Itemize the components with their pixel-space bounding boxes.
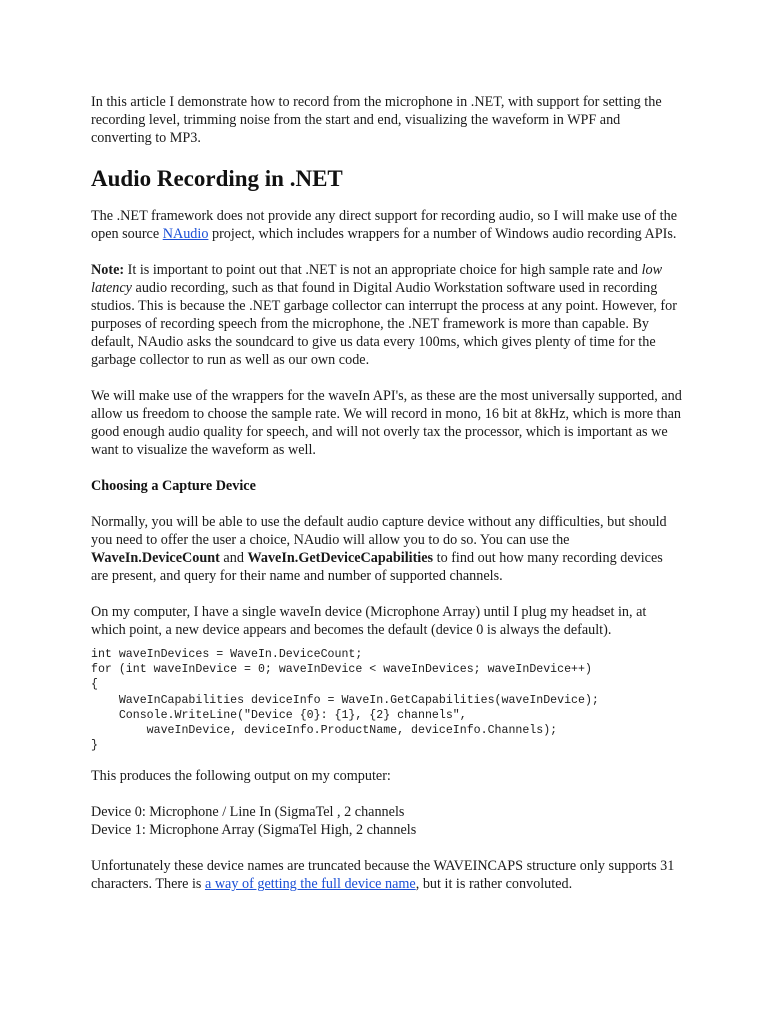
wavein-paragraph: We will make use of the wrappers for the waveIn API's, as these are the most universally supported, and allow us freedom to choose the sample rate. We will record in mono, 16 bit at 8kHz, which is more than good enough audio quality for speech, and will not overly tax the processor, which is important as we want to visualize the waveform as well.	[91, 388, 682, 458]
note-label: Note:	[91, 262, 125, 278]
note-text-2: audio recording, such as that found in Digital Audio Workstation software used in recording studios. This is because the .NET garbage collector can interrupt the process at any point. However, for purposes of recording speech from the microphone, the .NET framework is more than capable. By default, NAudio asks the soundcard to give us data every 100ms, which gives plenty of time for the garbage collector to run as well as our own code.	[91, 280, 677, 368]
output-intro: This produces the following output on my computer:	[91, 768, 391, 785]
truncation-text-2: , but it is rather convoluted.	[415, 876, 573, 893]
full-device-name-link[interactable]: a way of getting the full device name	[204, 876, 416, 893]
note-text-1: It is important to point out that .NET is not an appropriate choice for high sample rate and	[124, 262, 642, 278]
page-title: Audio Recording in .NET	[91, 166, 343, 191]
note-paragraph	[91, 261, 683, 369]
output-line-0: Device 0: Microphone / Line In (SigmaTel , 2 channels	[91, 804, 405, 821]
note-emphasis: low latency	[91, 262, 663, 296]
naudio-link[interactable]: NAudio	[162, 226, 209, 242]
computer-paragraph: On my computer, I have a single waveIn device (Microphone Array) until I plug my headset in, at which point, a new device appears and becomes the default (device 0 is always the default).	[91, 604, 647, 638]
capture-device-paragraph	[91, 513, 683, 585]
truncation-text-1: Unfortunately these device names are truncated because the WAVEINCAPS structure only supports 31 characters. There is	[91, 858, 675, 893]
framework-text-1: The .NET framework does not provide any direct support for recording audio, so I will make use of the open source	[91, 208, 677, 242]
intro-paragraph: In this article I demonstrate how to record from the microphone in .NET, with support for setting the recording level, trimming noise from the start and end, visualizing the waveform in WPF and converting to MP3.	[91, 94, 662, 146]
capture-text-2: to find out how many recording devices are present, and query for their name and number of supported channels.	[91, 550, 663, 584]
framework-text-2: project, which includes wrappers for a number of Windows audio recording APIs.	[208, 226, 677, 242]
output-line-1: Device 1: Microphone Array (SigmaTel High, 2 channels	[91, 822, 417, 839]
capture-and: and	[219, 550, 248, 566]
section-heading: Choosing a Capture Device	[91, 478, 256, 494]
code-block: int waveInDevices = WaveIn.DeviceCount; for (int waveInDevice = 0; waveInDevice < waveInDevices; waveInDevice++) { WaveInCapabilities deviceInfo = WaveIn.GetCapabilities(waveInDevice); Console.WriteLine("Device {0}: {1}, {2} channels", waveInDevice, deviceInfo.ProductName, deviceInfo.Channels); }	[91, 648, 599, 753]
capture-text-1: Normally, you will be able to use the default audio capture device without any difficulties, but should you need to offer the user a choice, NAudio will allow you to do so. You can use the	[91, 514, 667, 548]
article	[91, 93, 683, 911]
get-capabilities-term: WaveIn.GetDeviceCapabilities	[247, 550, 434, 566]
truncation-paragraph	[91, 857, 683, 893]
device-count-term: WaveIn.DeviceCount	[91, 550, 220, 566]
framework-paragraph	[91, 207, 683, 243]
